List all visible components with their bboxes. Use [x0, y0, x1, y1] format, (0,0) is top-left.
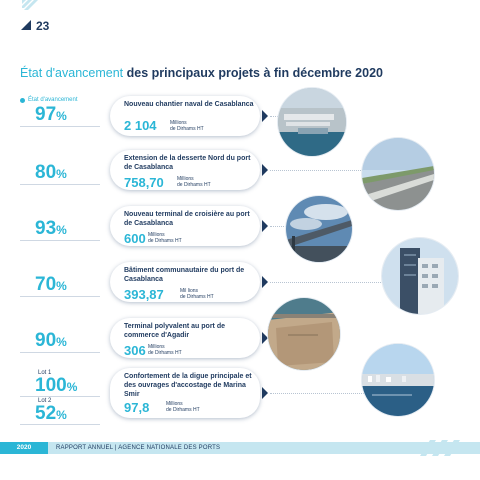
- project-card: [110, 262, 260, 302]
- project-name: Extension de la desserte Nord du port de Casablanca: [124, 155, 251, 171]
- title-prefix: État d'avancement: [20, 66, 127, 80]
- card-arrow: [262, 387, 268, 399]
- project-card: [110, 318, 260, 358]
- amount-unit: Millions de Dirhams HT: [170, 120, 204, 132]
- project-card: [110, 206, 260, 246]
- amount-unit: Millions de Dirhams HT: [148, 232, 182, 244]
- progress-baseline: [20, 126, 100, 127]
- page-title: [20, 66, 383, 80]
- card-arrow: [262, 164, 268, 176]
- building-photo: [382, 238, 458, 314]
- progress-value: 93%: [35, 218, 67, 239]
- card-arrow: [262, 220, 268, 232]
- project-amount: 393,87: [124, 287, 164, 302]
- amount-unit: Millions de Dirhams HT: [166, 401, 200, 413]
- card-arrow: [262, 276, 268, 288]
- progress-value: 90%: [35, 330, 67, 351]
- highway-photo: [362, 138, 434, 210]
- project-card: [110, 368, 260, 418]
- shipyard-photo: [278, 88, 346, 156]
- legend: [20, 97, 78, 103]
- page-number: 23: [36, 19, 50, 33]
- marina-photo: [362, 344, 434, 416]
- project-name: Confortement de la digue principale et des ouvrages d'accostage de Marina Smir: [124, 373, 252, 398]
- connector-dots: [270, 393, 364, 394]
- amount-unit: Millions de Dirhams HT: [148, 344, 182, 356]
- project-name: Terminal polyvalent au port de commerce d'Agadir: [124, 323, 226, 339]
- project-name: Bâtiment communautaire du port de Casablanca: [124, 267, 245, 283]
- progress-baseline: [20, 352, 100, 353]
- progress-value: 100%: [35, 375, 78, 396]
- progress-baseline: [20, 240, 100, 241]
- cruise-terminal-photo: [286, 196, 352, 262]
- project-name: Nouveau terminal de croisière au port de Casablanca: [124, 211, 250, 227]
- progress-baseline: [20, 184, 100, 185]
- project-card: [110, 150, 260, 190]
- project-card: [110, 96, 260, 136]
- legend-label: État d'avancement: [28, 97, 78, 103]
- project-amount: 306: [124, 343, 146, 358]
- project-amount: 2 104: [124, 118, 157, 133]
- project-name: Nouveau chantier naval de Casablanca: [124, 101, 254, 108]
- legend-dot: [20, 98, 25, 103]
- project-amount: 97,8: [124, 400, 150, 415]
- lot-label: Lot 1: [38, 370, 52, 376]
- footer-text: RAPPORT ANNUEL | AGENCE NATIONALE DES PORTS: [56, 445, 221, 451]
- page-corner-triangle: [21, 20, 31, 30]
- progress-value: 70%: [35, 274, 67, 295]
- amount-unit: Millions de Dirhams HT: [177, 176, 211, 188]
- project-amount: 600: [124, 231, 146, 246]
- connector-dots: [270, 282, 385, 283]
- lot-label: Lot 2: [38, 398, 52, 404]
- progress-baseline: [20, 296, 100, 297]
- project-amount: 758,70: [124, 175, 164, 190]
- footer-year: 2020: [0, 442, 48, 454]
- progress-value: 80%: [35, 162, 67, 183]
- progress-value-lot-2: 52%: [35, 403, 67, 424]
- footer-stripes-decoration: [420, 440, 460, 456]
- amount-unit: Mil lions de Dirhams HT: [180, 288, 214, 300]
- progress-value: 97%: [35, 104, 67, 125]
- card-arrow: [262, 110, 268, 122]
- progress-baseline: [20, 424, 100, 425]
- port-terminal-photo: [268, 298, 340, 370]
- title-highlight: des principaux projets à fin décembre 2020: [126, 66, 383, 80]
- progress-baseline: [20, 396, 100, 397]
- header-stripes-decoration: [20, 0, 44, 14]
- connector-dots: [270, 170, 365, 171]
